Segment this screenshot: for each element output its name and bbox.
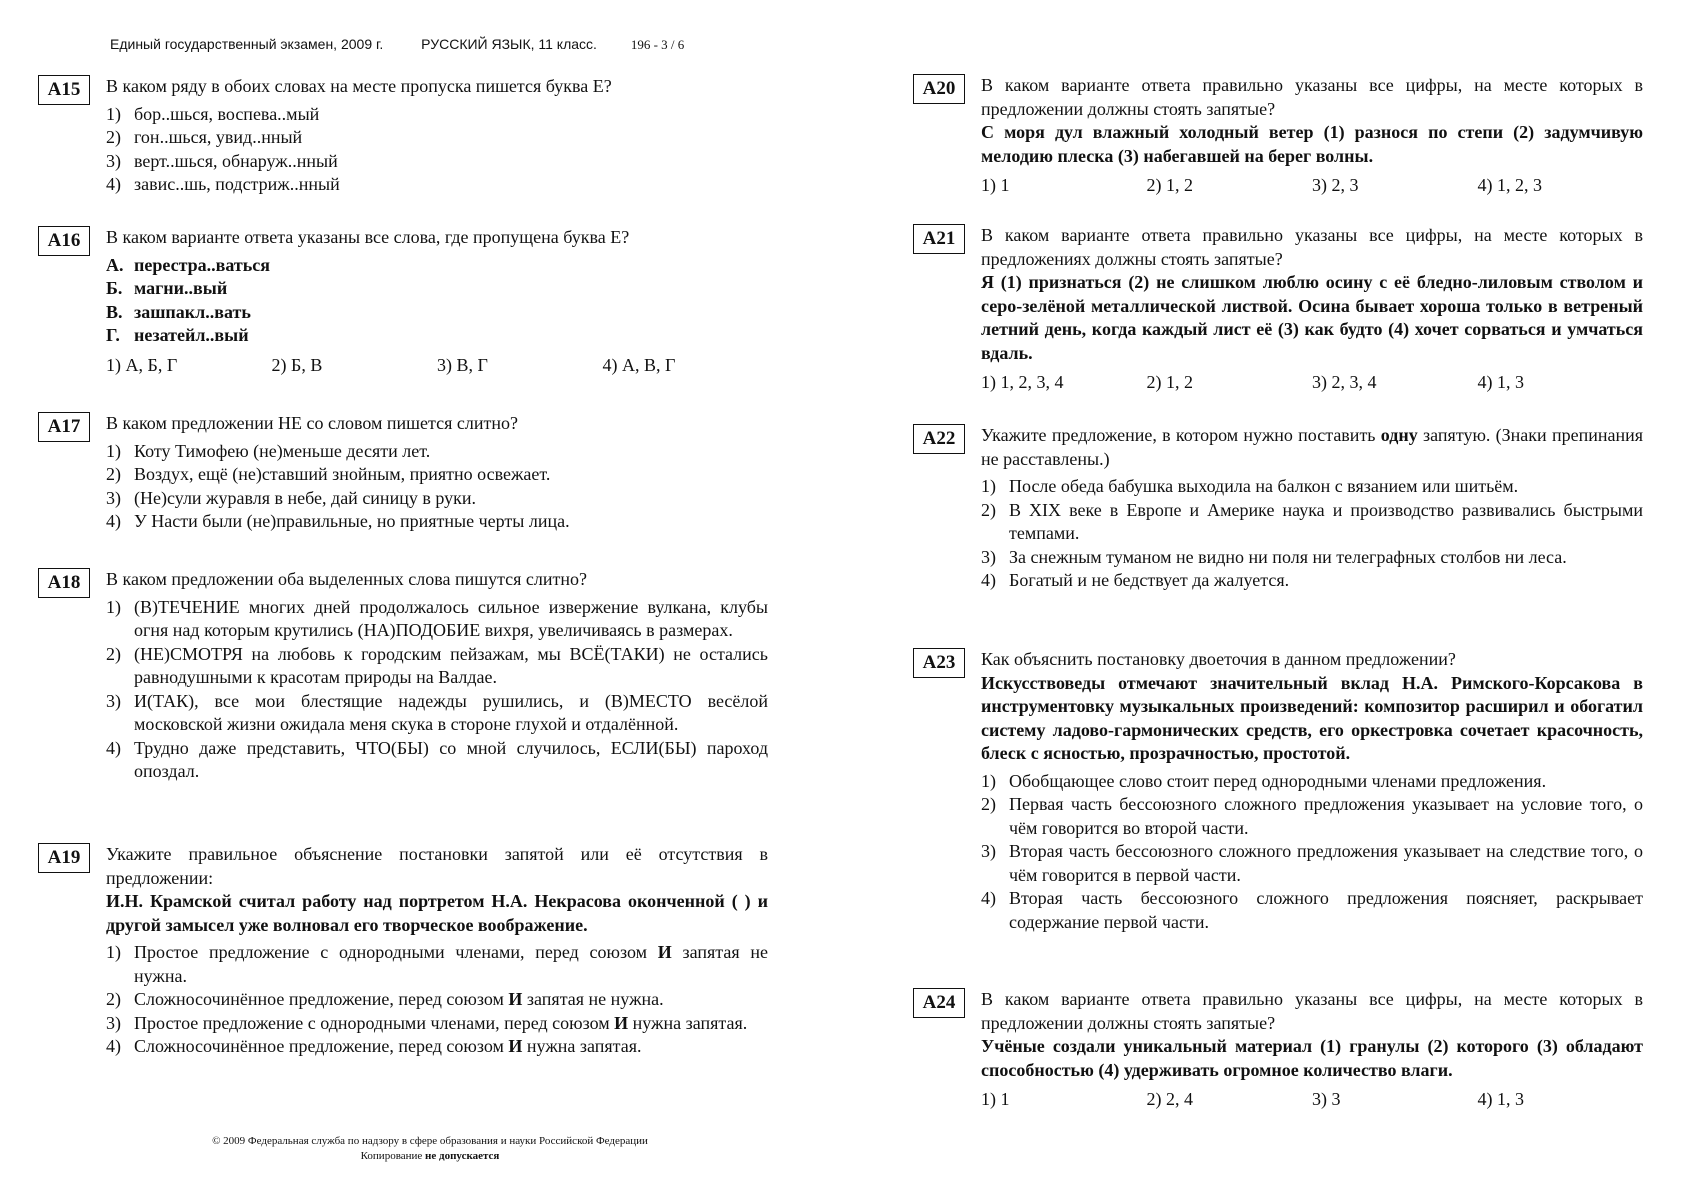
- answer-row: [981, 371, 1643, 395]
- question-text: Как объяснить постановку двоеточия в данном предложении?: [981, 649, 1456, 669]
- option-item: 2) Сложносочинённое предложение, перед союзом И запятая не нужна.: [106, 989, 664, 1009]
- option-item: 4) Сложносочинённое предложение, перед союзом И нужна запятая.: [106, 1036, 642, 1056]
- task-a17: [38, 412, 768, 534]
- option-item: 1) Коту Тимофею (не)меньше десяти лет.: [106, 440, 431, 461]
- options-list: [981, 770, 1643, 935]
- copy-notice: Копирование не допускается: [360, 1150, 500, 1162]
- letter-item: Б. магни..вый: [106, 278, 228, 298]
- task-tag: А17: [38, 412, 90, 442]
- options-list: [106, 941, 768, 1059]
- answer-option: 2) Б, В: [271, 354, 323, 375]
- subject-title: РУССКИЙ ЯЗЫК, 11 класс.: [421, 36, 597, 52]
- task-tag: А24: [913, 988, 965, 1018]
- question-text: В каком варианте ответа правильно указаны все цифры, на месте которых в предложении должны стоять запятые?: [981, 989, 1643, 1033]
- question-text: В каком предложении НЕ со словом пишется слитно?: [106, 413, 518, 433]
- option-item: 3) За снежным туманом не видно ни поля ни телеграфных столбов ни леса.: [981, 546, 1567, 567]
- question-text: В каком варианте ответа правильно указаны все цифры, на месте которых в предложениях должны стоять запятые?: [981, 225, 1643, 269]
- task-a16: [38, 226, 768, 377]
- answer-option: 2) 1, 2: [1146, 372, 1193, 392]
- options-list: [106, 103, 768, 197]
- task-a22: [913, 424, 1643, 593]
- letter-item: А. перестра..ваться: [106, 254, 270, 275]
- option-item: 4) завис..шь, подстриж..нный: [106, 174, 340, 194]
- option-item: 1) Обобщающее слово стоит перед однородными членами предложения.: [981, 770, 1547, 791]
- answer-option: 4) 1, 3: [1477, 1089, 1524, 1109]
- options-list: [981, 475, 1643, 593]
- option-item: 4) Вторая часть бессоюзного сложного предложения поясняет, раскрывает содержание первой части.: [981, 888, 1643, 932]
- answer-option: 4) 1, 2, 3: [1477, 175, 1542, 195]
- page-footer: [160, 1134, 700, 1164]
- option-item: 2) Воздух, ещё (не)ставший знойным, приятно освежает.: [106, 464, 551, 484]
- sentence-text: Я (1) признаться (2) не слишком люблю осину с её бледно-лиловым стволом и серо-зелёной металлической листвой. Осина бывает хороша только в ветреный летний день, когда каждый лист её (3) как будто (4) хочет сорваться и умчаться вдаль.: [981, 272, 1643, 363]
- task-tag: А23: [913, 648, 965, 678]
- answer-row: [981, 1088, 1643, 1112]
- task-a15: [38, 75, 768, 197]
- option-item: 3) И(ТАК), все мои блестящие надежды рушились, и (В)МЕСТО весёлой московской жизни ожидала меня скука в стороне глухой и отдалённой.: [106, 690, 768, 734]
- answer-option: 2) 1, 2: [1146, 175, 1193, 195]
- answer-option: 2) 2, 4: [1146, 1089, 1193, 1109]
- letter-item: Г. незатейл..вый: [106, 325, 249, 345]
- task-tag: А16: [38, 226, 90, 256]
- sentence-text: С моря дул влажный холодный ветер (1) разнося по степи (2) задумчивую мелодию плеска (3) набегавшей на берег волны.: [981, 122, 1643, 166]
- option-item: 1) После обеда бабушка выходила на балкон с вязанием или шитьём.: [981, 476, 1519, 496]
- answer-option: 1) 1: [981, 175, 1010, 195]
- question-text: Укажите правильное объяснение постановки запятой или её отсутствия в предложении:: [106, 844, 768, 888]
- option-item: 1) (В)ТЕЧЕНИЕ многих дней продолжалось сильное извержение вулкана, клубы огня над которым крутились (НА)ПОДОБИЕ вихря, увеличиваясь в размерах.: [106, 596, 768, 640]
- answer-option: 1) А, Б, Г: [106, 354, 178, 375]
- task-tag: А20: [913, 74, 965, 104]
- option-item: 3) Вторая часть бессоюзного сложного предложения указывает на следствие того, о чём говорится в первой части.: [981, 841, 1643, 885]
- option-item: 2) гон..шься, увид..нный: [106, 127, 303, 147]
- answer-option: 4) 1, 3: [1477, 372, 1524, 392]
- answer-row: [106, 354, 768, 378]
- answer-option: 4) А, В, Г: [602, 354, 676, 375]
- option-item: 2) (НЕ)СМОТРЯ на любовь к городским пейзажам, мы ВСЁ(ТАКИ) не остались равнодушными к красотам природы на Валдае.: [106, 643, 768, 687]
- options-list: [106, 596, 768, 784]
- task-tag: А22: [913, 424, 965, 454]
- option-item: 4) Богатый и не бедствует да жалуется.: [981, 570, 1290, 590]
- task-a19: [38, 843, 768, 1059]
- task-a23: [913, 648, 1643, 934]
- task-a20: [913, 74, 1643, 198]
- question-text: В каком варианте ответа указаны все слова, где пропущена буква Е?: [106, 227, 630, 247]
- task-a21: [913, 224, 1643, 395]
- option-item: 1) Простое предложение с однородными членами, перед союзом И запятая не нужна.: [106, 942, 768, 986]
- exam-title: Единый государственный экзамен, 2009 г.: [110, 36, 384, 52]
- answer-row: [981, 174, 1643, 198]
- option-item: 2) В XIX веке в Европе и Америке наука и производство развивались быстрыми темпами.: [981, 499, 1643, 543]
- options-list: [106, 440, 768, 534]
- task-tag: А19: [38, 843, 90, 873]
- task-a24: [913, 988, 1643, 1112]
- task-tag: А18: [38, 568, 90, 598]
- option-item: 2) Первая часть бессоюзного сложного предложения указывает на условие того, о чём говорится во второй части.: [981, 794, 1643, 838]
- copyright-line: © 2009 Федеральная служба по надзору в сфере образования и науки Российской Федерации: [212, 1135, 648, 1147]
- answer-option: 1) 1, 2, 3, 4: [981, 372, 1064, 392]
- option-item: 4) У Насти были (не)правильные, но приятные черты лица.: [106, 511, 570, 531]
- option-item: 3) Простое предложение с однородными членами, перед союзом И нужна запятая.: [106, 1012, 748, 1033]
- question-text: В каком варианте ответа правильно указаны все цифры, на месте которых в предложении должны стоять запятые?: [981, 75, 1643, 119]
- answer-option: 3) В, Г: [437, 354, 488, 375]
- letter-item: В. зашпакл..вать: [106, 301, 251, 322]
- answer-option: 1) 1: [981, 1089, 1010, 1109]
- task-tag: А15: [38, 75, 90, 105]
- option-item: 4) Трудно даже представить, ЧТО(БЫ) со мной случилось, ЕСЛИ(БЫ) пароход опоздал.: [106, 737, 768, 781]
- answer-option: 3) 3: [1312, 1089, 1341, 1109]
- task-a18: [38, 568, 768, 784]
- option-item: 3) верт..шься, обнаруж..нный: [106, 150, 338, 171]
- page-header: [110, 36, 684, 53]
- option-item: 1) бор..шься, воспева..мый: [106, 103, 320, 124]
- task-tag: А21: [913, 224, 965, 254]
- question-text: В каком ряду в обоих словах на месте пропуска пишется буква Е?: [106, 76, 612, 96]
- answer-option: 3) 2, 3: [1312, 175, 1359, 195]
- sentence-text: И.Н. Крамской считал работу над портретом Н.А. Некрасова оконченной ( ) и другой замысел уже волновал его творческое воображение.: [106, 891, 768, 935]
- letter-list: [106, 254, 768, 348]
- page-number: 196 - 3 / 6: [630, 37, 685, 52]
- option-item: 3) (Не)сули журавля в небе, дай синицу в руки.: [106, 487, 476, 508]
- sentence-text: Учёные создали уникальный материал (1) гранулы (2) которого (3) обладают способностью (4) удерживать огромное количество влаги.: [981, 1036, 1643, 1080]
- sentence-text: Искусствоведы отмечают значительный вклад Н.А. Римского-Корсакова в инструментовку музыкальных произведений: композитор расширил и обогатил систему ладово-гармонических средств, его оркестровка сочетает красочность, блеск с ясностью, прозрачностью, простотой.: [981, 672, 1643, 763]
- question-text: В каком предложении оба выделенных слова пишутся слитно?: [106, 569, 588, 589]
- answer-option: 3) 2, 3, 4: [1312, 372, 1377, 392]
- question-text: Укажите предложение, в котором нужно поставить одну запятую. (Знаки препинания не расставлены.): [981, 425, 1644, 469]
